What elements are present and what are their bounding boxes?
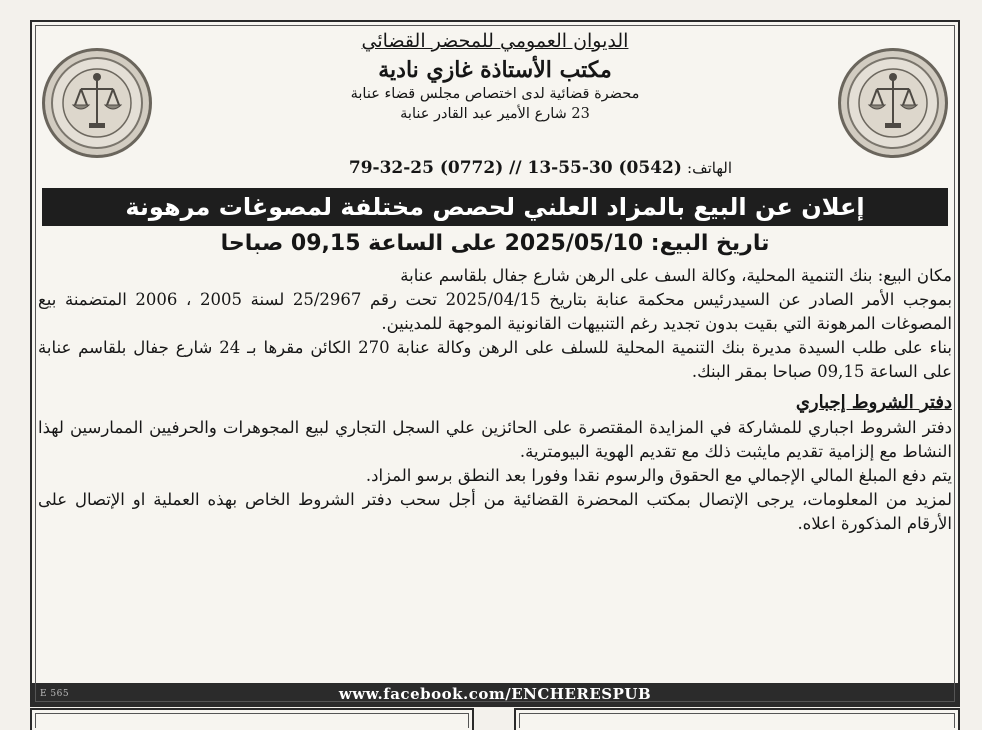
conditions-text: دفتر الشروط اجباري للمشاركة في المزايدة المقتصرة على الحائزين علي السجل التجاري لبيع المجوهرات والحرفيين الممارسين لهذا النشاط مع إلزامية تقديم مايثبت ذلك مع تقديم الهوية البيومترية. (38, 418, 952, 461)
announcement-title: إعلان عن البيع بالمزاد العلني لحصص مختلفة لمصوغات مرهونة (42, 188, 948, 226)
contact-phones (272, 158, 732, 178)
footer-bar (32, 683, 958, 705)
announcement-body (38, 264, 952, 536)
bank-request: بناء على طلب السيدة مديرة بنك التنمية المحلية للسلف على الرهن وكالة عنابة 270 الكائن مقرها بـ 24 شارع جفال بلقاسم عنابة على الساعة 09,15 صباحا بمقر البنك. (38, 338, 952, 381)
court-order: بموجب الأمر الصادر عن السيدرئيس محكمة عنابة بتاريخ 2025/04/15 تحت رقم 25/2967 لسنة 2005 ، 2006 المتضمنة بيع المصوغات المرهونة التي بقيت بدون تجديد رغم التنبيهات القانونية الموجهة للمدينين. (38, 290, 952, 333)
judicial-seal-left (42, 48, 152, 158)
office-address: 23 شارع الأمير عبد القادر عنابة (400, 106, 590, 122)
announcement-frame (30, 20, 960, 707)
office-header (182, 28, 808, 124)
next-ad-frame-left (30, 708, 474, 730)
office-type: الديوان العمومي للمحضر القضائي (361, 30, 629, 52)
next-ad-frame-right (514, 708, 960, 730)
office-name: مكتب الأستاذة غازي نادية (378, 57, 612, 83)
sale-date: تاريخ البيع: 2025/05/10 على الساعة 09,15 صباحا (220, 231, 770, 256)
website-link[interactable]: www.facebook.com/ENCHERESPUB (338, 685, 652, 703)
phone-label: الهاتف: (687, 159, 732, 177)
payment-terms: يتم دفع المبلغ المالي الإجمالي مع الحقوق والرسوم نقدا وفورا بعد النطق برسو المزاد. (365, 466, 952, 485)
phone-numbers: 79-32-25 (0772) // 13-55-30 (0542) (348, 158, 682, 178)
more-info: لمزيد من المعلومات، يرجى الإتصال بمكتب المحضرة القضائية من أجل سحب دفتر الشروط الخاص بهذه العملية او الإتصال على الأرقام المذكورة اعلاه. (38, 490, 952, 533)
judicial-seal-right (838, 48, 948, 158)
ad-code: E 565 (40, 689, 70, 699)
office-jurisdiction: محضرة قضائية لدى اختصاص مجلس قضاء عنابة (350, 86, 640, 102)
sale-place: مكان البيع: بنك التنمية المحلية، وكالة السف على الرهن شارع جفال بلقاسم عنابة (400, 266, 952, 285)
conditions-heading: دفتر الشروط إجباري (795, 392, 952, 413)
